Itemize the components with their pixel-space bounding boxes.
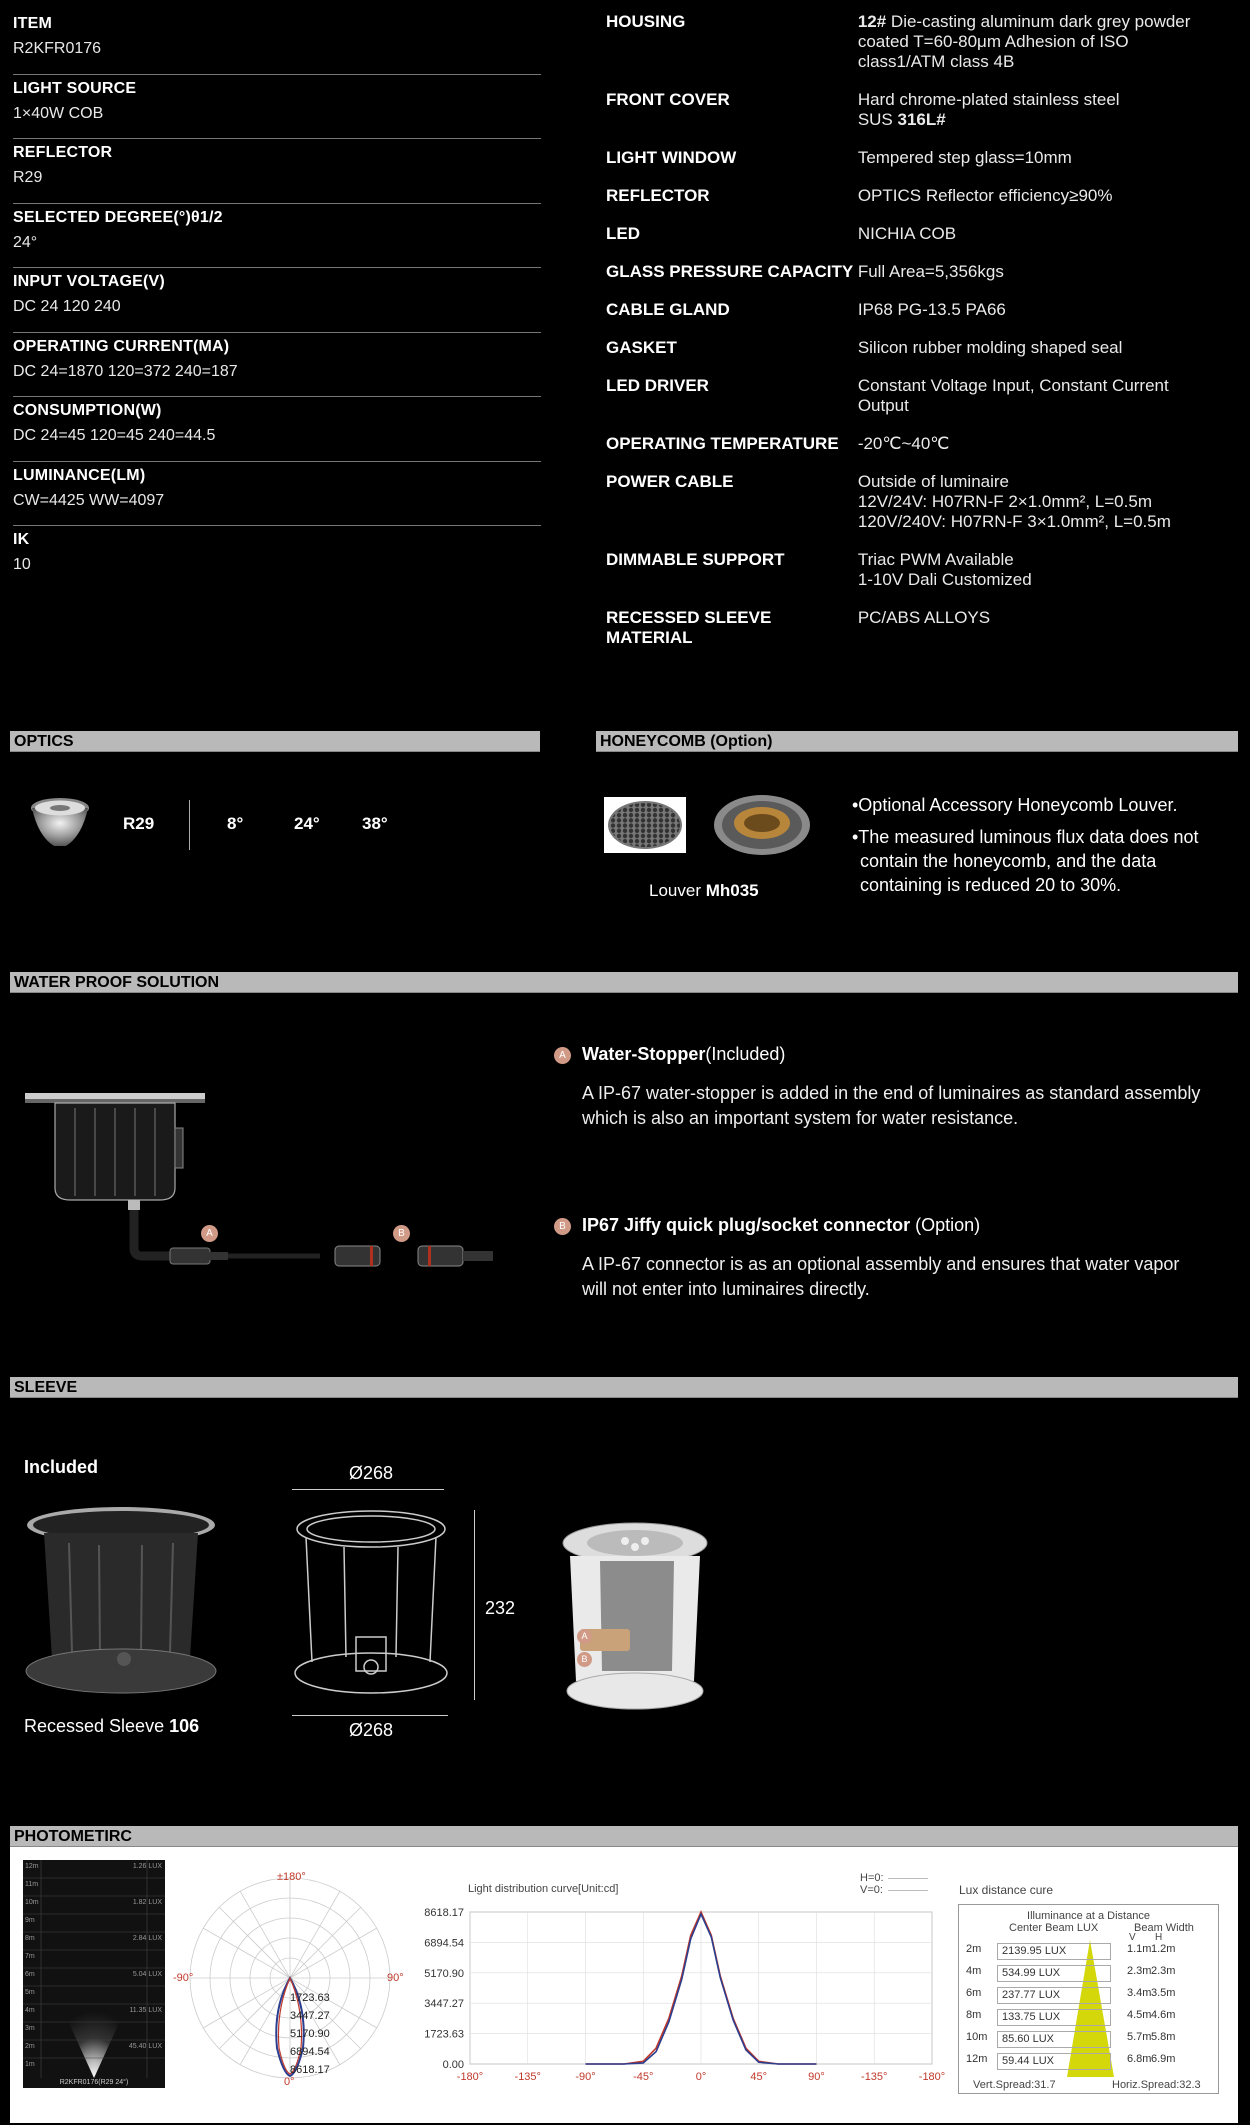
spec-row: [606, 550, 1246, 590]
degree-38: 38°: [362, 814, 388, 833]
spec-row-line: 120V/240V: H07RN-F 3×1.0mm², L=0.5m: [857, 512, 1171, 531]
y-tick-label: 1723.63: [424, 2028, 464, 2041]
lux-row-h: 5.8m: [1151, 2031, 1176, 2043]
lux-row-v: 1.1m: [1127, 1943, 1152, 1955]
water-stopper-title: Water-Stopper(Included): [582, 1044, 786, 1064]
sleeve-section-bar: SLEEVE: [10, 1377, 1238, 1398]
x-tick-label: -45°: [633, 2071, 654, 2083]
spec-item: [13, 75, 541, 140]
lux-row-d: 8m: [966, 2009, 982, 2021]
lux-row-v: 6.8m: [1127, 2053, 1152, 2065]
spec-label: SELECTED DEGREE(°)θ1/2: [13, 208, 223, 226]
spec-item: [13, 268, 541, 333]
x-tick-label: 45°: [750, 2071, 768, 2083]
spec-row: [606, 12, 1246, 72]
lux-row-d: 6m: [966, 1987, 982, 1999]
louver-caption: Louver Mh035: [649, 881, 759, 900]
honeycomb-note-1: •Optional Accessory Honeycomb Louver.: [852, 795, 1178, 815]
spec-row-label: CABLE GLAND: [606, 300, 730, 319]
x-tick-label: -90°: [575, 2071, 596, 2083]
spec-row-label: RECESSED SLEEVE MATERIAL: [606, 608, 772, 647]
lux-row-d: 12m: [966, 2053, 988, 2065]
spec-row: [606, 338, 1246, 358]
marker-b-sleeve: B: [577, 1652, 592, 1667]
honeycomb-note-2: •The measured luminous flux data does not: [852, 827, 1199, 847]
spec-row: [606, 262, 1246, 282]
lux-row-v: 5.7m: [1127, 2031, 1152, 2043]
spec-value: 10: [13, 556, 31, 573]
isolux-lux-label: 11.35 LUX: [129, 2007, 162, 2014]
chart-svg: [420, 1872, 946, 2097]
spec-row-value: [858, 608, 1246, 648]
isolux-distance-label: 1m: [25, 2061, 35, 2068]
lux-col-v: V: [1129, 1932, 1136, 1943]
spec-row-label: LED DRIVER: [606, 376, 709, 395]
lux-row-h: 4.6m: [1151, 2009, 1176, 2021]
spec-item: [13, 333, 541, 398]
lux-col-width: Beam Width: [1134, 1922, 1194, 1934]
x-tick-label: 90°: [808, 2071, 825, 2083]
honeycomb-fitted-image: [712, 793, 812, 857]
x-tick-label: -135°: [861, 2071, 888, 2083]
lux-distance-title: Lux distance cure: [959, 1883, 1054, 1897]
spec-row-label: GASKET: [606, 338, 677, 357]
lux-row-v: 3.4m: [1127, 1987, 1152, 1999]
spec-value: 1×40W COB: [13, 104, 104, 122]
lux-row-h: 2.3m: [1151, 1965, 1176, 1977]
isolux-distance-label: 8m: [25, 1935, 35, 1942]
spec-value: 24°: [13, 233, 38, 251]
polar-label-left: -90°: [173, 1972, 194, 1984]
marker-a-diagram: A: [201, 1225, 218, 1242]
y-tick-label: 6894.54: [424, 1937, 464, 1950]
spec-row-line: OPTICS Reflector efficiency≥90%: [857, 186, 1113, 205]
spec-row-line: -20℃~40℃: [857, 434, 950, 453]
lux-row-d: 2m: [966, 1943, 982, 1955]
y-tick-label: 5170.90: [424, 1967, 464, 1980]
spec-row-line: Outside of luminaire: [857, 472, 1009, 491]
x-tick-label: 0°: [695, 2071, 707, 2083]
vert-spread: Vert.Spread:31.7: [973, 2079, 1056, 2091]
spec-row-value: [858, 472, 1246, 532]
isolux-distance-label: 5m: [25, 1989, 35, 1996]
spec-row-line: class1/ATM class 4B: [857, 52, 1015, 71]
dim-line-bottom: [292, 1715, 448, 1716]
marker-b-diagram: B: [393, 1225, 410, 1242]
lux-row-v: 4.5m: [1127, 2009, 1152, 2021]
spec-row-line: 12V/24V: H07RN-F 2×1.0mm², L=0.5m: [857, 492, 1152, 511]
spec-item: [13, 10, 541, 75]
spec-row-label: POWER CABLE: [606, 472, 734, 491]
polar-value-1: 1723.63: [290, 1992, 330, 2004]
y-tick-label: 3447.27: [424, 1998, 464, 2011]
water-stopper-desc-1: A IP-67 water-stopper is added in the end of luminaires as standard assembly: [582, 1083, 1201, 1103]
spec-row-line: Hard chrome-plated stainless steel: [857, 90, 1120, 109]
lux-row-lux: 237.77 LUX: [997, 1987, 1111, 2004]
isolux-caption: R2KFR0176(R29 24°): [59, 2079, 129, 2086]
polar-value-4: 6894.54: [290, 2046, 330, 2058]
spec-row-line: Silicon rubber molding shaped seal: [857, 338, 1123, 357]
spec-row: [606, 224, 1246, 244]
spec-item: [13, 139, 541, 204]
lux-table-title: Illuminance at a Distance: [1027, 1910, 1150, 1922]
spec-row-line: PC/ABS ALLOYS: [857, 608, 991, 627]
dim-line-top: [292, 1489, 444, 1490]
lux-row-h: 6.9m: [1151, 2053, 1176, 2065]
lux-col-center: Center Beam LUX: [1009, 1922, 1099, 1934]
spec-row: [606, 186, 1246, 206]
isolux-distance-label: 7m: [25, 1953, 35, 1960]
connector-desc-1: A IP-67 connector is as an optional assembly and ensures that water vapor: [582, 1254, 1180, 1274]
spec-value: R29: [13, 169, 43, 186]
isolux-lux-label: 45.40 LUX: [128, 2043, 162, 2050]
spec-row: [606, 148, 1246, 168]
dim-line-height: [474, 1510, 475, 1700]
marker-b: B: [554, 1218, 571, 1235]
reflector-label: R29: [123, 814, 155, 833]
horiz-spread: Horiz.Spread:32.3: [1112, 2079, 1201, 2091]
spec-value: DC 24 120 240: [13, 298, 121, 315]
lux-row-v: 2.3m: [1127, 1965, 1152, 1977]
spec-label: LUMINANCE(LM): [13, 466, 146, 484]
isolux-distance-label: 11m: [25, 1881, 39, 1888]
recessed-sleeve-image: [24, 1503, 218, 1703]
isolux-distance-label: 4m: [25, 2007, 35, 2014]
spec-row: [606, 434, 1246, 454]
x-tick-label: -180°: [918, 2071, 946, 2083]
reflector-cup-image: [30, 796, 90, 855]
spec-label: IK: [13, 531, 30, 548]
water-stopper-desc: [582, 1081, 1200, 1131]
dim-height: 232: [485, 1598, 516, 1618]
x-tick-label: -135°: [514, 2071, 541, 2083]
spec-row-value: [858, 148, 1246, 168]
lux-row-d: 4m: [966, 1965, 982, 1977]
spec-row-label: LED: [606, 224, 640, 243]
spec-label: ITEM: [13, 15, 53, 32]
waterproof-diagram: [20, 1088, 500, 1278]
x-tick-label: -180°: [456, 2071, 484, 2083]
spec-line-text: Die-casting aluminum dark grey powder: [886, 12, 1191, 31]
lux-row-lux: 85.60 LUX: [997, 2031, 1111, 2048]
connector-desc: [582, 1252, 1179, 1302]
honeycomb-note-3: contain the honeycomb, and the data: [860, 851, 1157, 871]
spec-row-value: [858, 12, 1246, 72]
spec-line-prefix: SUS: [857, 110, 898, 129]
isolux-distance-label: 10m: [25, 1899, 39, 1906]
lux-row-lux: 133.75 LUX: [997, 2009, 1111, 2026]
dim-diameter-bottom: Ø268: [349, 1720, 394, 1740]
isolux-distance-label: 2m: [25, 2043, 35, 2050]
spec-row-value: [858, 186, 1246, 206]
degree-8: 8°: [227, 814, 244, 833]
isolux-lux-label: 5.04 LUX: [132, 1971, 162, 1978]
spec-row-line: coated T=60-80μm Adhesion of ISO: [857, 32, 1129, 51]
honeycomb-section-bar: HONEYCOMB (Option): [596, 731, 1238, 752]
spec-row-value: [858, 550, 1246, 590]
spec-row-value: [858, 300, 1246, 320]
spec-label: CONSUMPTION(W): [13, 402, 162, 419]
optics-divider: [189, 800, 190, 850]
degree-24: 24°: [294, 814, 320, 833]
lux-row-lux: 534.99 LUX: [997, 1965, 1111, 1982]
lux-row-lux: 2139.95 LUX: [997, 1943, 1111, 1960]
spec-value: CW=4425 WW=4097: [13, 491, 165, 509]
isolux-lux-label: 1.26 LUX: [132, 1863, 162, 1870]
spec-row-label: GLASS PRESSURE CAPACITY: [606, 262, 854, 281]
spec-row: [606, 472, 1246, 532]
y-tick-label: 0.00: [442, 2059, 464, 2071]
spec-row: [606, 376, 1246, 416]
lux-row-lux: 59.44 LUX: [997, 2053, 1111, 2070]
spec-row-label: OPERATING TEMPERATURE: [606, 434, 839, 453]
honeycomb-note-4: containing is reduced 20 to 30%.: [860, 875, 1122, 895]
honeycomb-notes: [852, 793, 1199, 897]
spec-item: [13, 462, 541, 527]
isolux-diagram: [23, 1860, 165, 2088]
lux-row-d: 10m: [966, 2031, 988, 2043]
sleeve-outline-drawing: [294, 1507, 449, 1707]
isolux-distance-label: 9m: [25, 1917, 35, 1924]
polar-value-2: 3447.27: [290, 2010, 330, 2022]
polar-label-right: 90°: [387, 1972, 404, 1984]
legend-h: H=0:: [860, 1872, 884, 1884]
water-stopper-desc-2: which is also an important system for water resistance.: [582, 1108, 1019, 1128]
waterproof-section-bar: WATER PROOF SOLUTION: [10, 972, 1238, 993]
spec-label: LIGHT SOURCE: [13, 79, 137, 97]
light-distribution-chart: [420, 1872, 946, 2097]
spec-label: OPERATING CURRENT(MA): [13, 337, 230, 355]
y-tick-label: 8618.17: [424, 1907, 464, 1919]
spec-list-left: [13, 10, 541, 591]
spec-row-label: REFLECTOR: [606, 186, 710, 205]
spec-row: [606, 608, 1246, 648]
connector-desc-2: will not enter into luminaires directly.: [582, 1279, 870, 1299]
honeycomb-louver-image: [604, 797, 686, 853]
recessed-sleeve-caption: Recessed Sleeve 106: [24, 1716, 200, 1736]
chart-title: Light distribution curve[Unit:cd]: [468, 1883, 619, 1895]
isolux-distance-label: 12m: [25, 1863, 39, 1870]
spec-label: REFLECTOR: [13, 144, 113, 161]
spec-line-bold: 316L#: [897, 110, 946, 129]
optics-section-bar: OPTICS: [10, 731, 540, 752]
spec-item: [13, 204, 541, 269]
spec-row-label: LIGHT WINDOW: [606, 148, 737, 167]
spec-row-line: 1-10V Dali Customized: [857, 570, 1032, 589]
polar-label-top: ±180°: [277, 1871, 306, 1883]
spec-row-value: [858, 338, 1246, 358]
dim-diameter-top: Ø268: [349, 1463, 394, 1483]
spec-row-value: [858, 434, 1246, 454]
marker-a: A: [554, 1047, 571, 1064]
spec-row-label: FRONT COVER: [606, 90, 730, 109]
spec-row-value: [858, 90, 1246, 130]
isolux-lux-label: 1.82 LUX: [132, 1899, 162, 1906]
spec-value: DC 24=1870 120=372 240=187: [13, 362, 238, 380]
spec-item: [13, 397, 541, 462]
spec-row-label: DIMMABLE SUPPORT: [606, 550, 785, 569]
spec-label: INPUT VOLTAGE(V): [13, 273, 165, 290]
spec-row: [606, 90, 1246, 130]
legend-v: V=0:: [860, 1884, 883, 1896]
spec-bold-prefix: 12#: [857, 12, 887, 31]
polar-value-3: 5170.90: [290, 2028, 330, 2040]
spec-row-line: Triac PWM Available: [857, 550, 1014, 569]
polar-label-bottom: 0°: [284, 2076, 295, 2088]
lux-col-h: H: [1155, 1932, 1163, 1943]
spec-row-line: IP68 PG-13.5 PA66: [857, 300, 1006, 319]
sleeve-included-label: Included: [24, 1457, 99, 1477]
spec-row-line: Tempered step glass=10mm: [857, 148, 1072, 167]
isolux-distance-label: 6m: [25, 1971, 35, 1978]
marker-a-sleeve: A: [577, 1629, 592, 1644]
spec-item: [13, 526, 541, 591]
isolux-lux-label: 2.84 LUX: [132, 1935, 162, 1942]
polar-value-5: 8618.17: [290, 2064, 330, 2076]
photometric-section-bar: PHOTOMETIRC: [10, 1826, 1238, 1847]
spec-value: R2KFR0176: [13, 40, 102, 57]
lux-row-h: 1.2m: [1151, 1943, 1176, 1955]
spec-row-line: NICHIA COB: [857, 224, 957, 243]
spec-row-line: [858, 110, 1246, 130]
spec-table-right: [606, 12, 1246, 666]
lux-row-h: 3.5m: [1151, 1987, 1176, 1999]
polar-chart: [165, 1868, 405, 2094]
spec-row-line: Output: [857, 396, 909, 415]
isolux-distance-label: 3m: [25, 2025, 35, 2032]
connector-title: IP67 Jiffy quick plug/socket connector (Option): [582, 1215, 981, 1235]
sleeve-installed-image: [560, 1521, 710, 1721]
spec-value: DC 24=45 120=45 240=44.5: [13, 427, 216, 444]
spec-row-label: HOUSING: [606, 12, 686, 31]
spec-row: [606, 300, 1246, 320]
spec-row-line: Full Area=5,356kgs: [857, 262, 1004, 281]
spec-row-line: Constant Voltage Input, Constant Current: [857, 376, 1169, 395]
spec-row-line: [858, 12, 1246, 32]
spec-row-value: [858, 376, 1246, 416]
spec-row-value: [858, 262, 1246, 282]
lux-distance-table: [958, 1904, 1219, 2094]
spec-row-value: [858, 224, 1246, 244]
